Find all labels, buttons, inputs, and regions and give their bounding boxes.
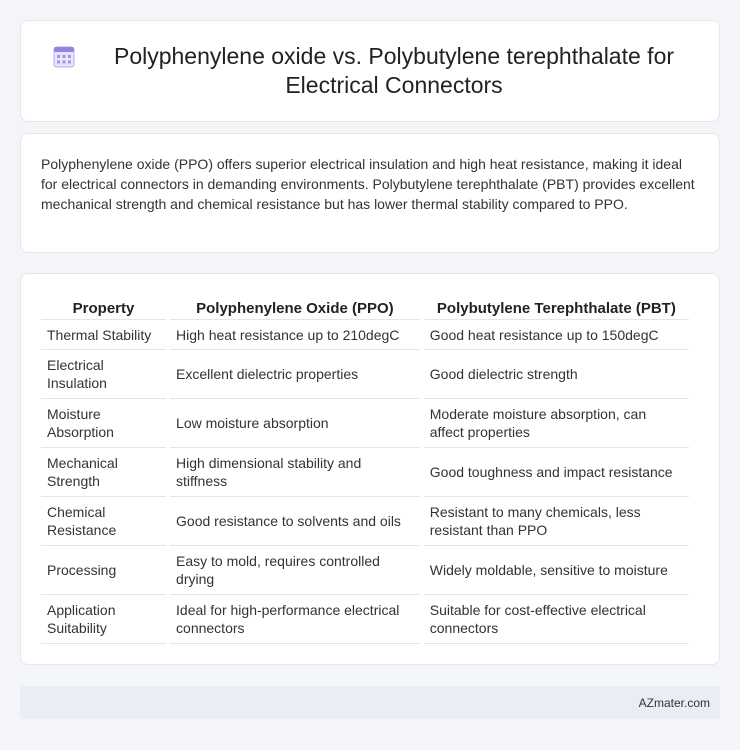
summary-text: Polyphenylene oxide (PPO) offers superior electrical insulation and high heat resistance, making it ideal for electrical connectors in demanding environments. Polybutylene terephthalate (PBT) provides excellent mechanical strength and chemical resistance but has lower thermal stability compared to PPO. <box>41 156 695 212</box>
table-header-row <box>41 294 689 320</box>
table-row <box>41 497 689 546</box>
page-title: Polyphenylene oxide vs. Polybutylene terephthalate for Electrical Connectors <box>113 43 675 98</box>
ppo-cell: High heat resistance up to 210degC <box>170 320 420 350</box>
ppo-cell: Good resistance to solvents and oils <box>170 497 420 546</box>
ppo-cell: Low moisture absorption <box>170 399 420 448</box>
pbt-cell: Widely moldable, sensitive to moisture <box>424 546 689 595</box>
table-row <box>41 320 689 350</box>
pbt-cell: Suitable for cost-effective electrical connectors <box>424 595 689 644</box>
column-header-ppo: Polyphenylene Oxide (PPO) <box>170 294 420 320</box>
pbt-cell: Resistant to many chemicals, less resistant than PPO <box>424 497 689 546</box>
property-cell: Chemical Resistance <box>41 497 166 546</box>
column-header-pbt: Polybutylene Terephthalate (PBT) <box>424 294 689 320</box>
ppo-cell: High dimensional stability and stiffness <box>170 448 420 497</box>
document-table-icon <box>51 44 77 70</box>
property-cell: Electrical Insulation <box>41 350 166 399</box>
table-row <box>41 448 689 497</box>
title-card <box>20 20 720 122</box>
pbt-cell: Good toughness and impact resistance <box>424 448 689 497</box>
property-cell: Thermal Stability <box>41 320 166 350</box>
comparison-table <box>37 294 693 644</box>
pbt-cell: Moderate moisture absorption, can affect properties <box>424 399 689 448</box>
footer-brand[interactable]: AZmater.com <box>638 695 710 710</box>
property-cell: Mechanical Strength <box>41 448 166 497</box>
comparison-table-card <box>20 273 720 665</box>
footer <box>20 686 720 719</box>
property-cell: Processing <box>41 546 166 595</box>
property-cell: Moisture Absorption <box>41 399 166 448</box>
table-row <box>41 399 689 448</box>
ppo-cell: Ideal for high-performance electrical connectors <box>170 595 420 644</box>
table-row <box>41 546 689 595</box>
pbt-cell: Good dielectric strength <box>424 350 689 399</box>
pbt-cell: Good heat resistance up to 150degC <box>424 320 689 350</box>
property-cell: Application Suitability <box>41 595 166 644</box>
table-row <box>41 595 689 644</box>
ppo-cell: Easy to mold, requires controlled drying <box>170 546 420 595</box>
summary-card <box>20 133 720 253</box>
column-header-property: Property <box>41 294 166 320</box>
ppo-cell: Excellent dielectric properties <box>170 350 420 399</box>
table-row <box>41 350 689 399</box>
